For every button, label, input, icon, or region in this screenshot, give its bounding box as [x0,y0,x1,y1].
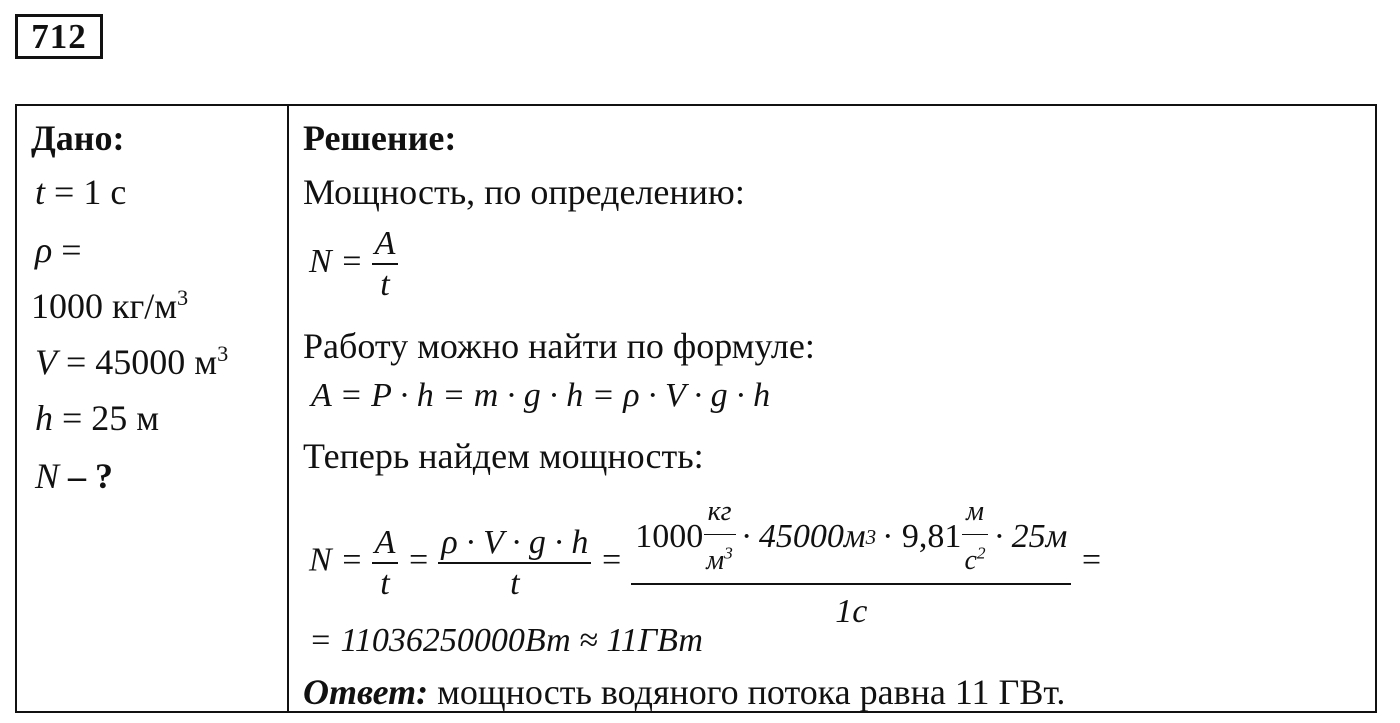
c-s2: с [964,545,977,577]
c-m3-exp: 3 [724,543,733,563]
c-kg: кг [704,496,736,535]
value-h: = 25 м [53,398,160,438]
given-t [35,174,126,210]
answer-label: Ответ: [303,672,429,712]
given-N [35,458,113,494]
solution-column [289,106,1375,711]
f3-fraction-c [631,496,1071,629]
symbol-h: h [35,398,53,438]
symbol-N: N [35,456,60,496]
f3-eq1: = [406,541,430,579]
value-t: = 1 с [45,172,127,212]
c-m: м [962,496,988,535]
N-question: ? [95,456,114,496]
formula-result: = 11036250000Вт ≈ 11ГВт [309,622,703,659]
solution-line-2: Работу можно найти по формуле: [303,326,815,366]
f3-a-num: A [372,523,399,564]
given-column [17,106,289,711]
c-m3-den [703,535,736,577]
value-V: = 45000 м [57,342,218,382]
symbol-t: t [35,172,46,212]
f1-num: A [372,224,399,265]
given-h [35,400,159,436]
value-rho-eq: = [52,230,82,270]
solution-table [15,104,1377,713]
given-title: Дано: [31,118,125,158]
f3-lhs: N = [309,541,364,579]
f3-c-numerator: 1000 $\frac{кг}{м^3}$ · 45000м 3 · 9,81 $\frac{м}{с^2}$ · 25м [631,496,1071,585]
f3-a-den: t [380,564,390,602]
formula-power-definition [309,224,398,304]
f3-c-den: 1с [835,593,868,631]
f3-fraction-b [438,523,591,603]
formula-power-calc [309,496,1103,629]
c-mid: · 45000м [741,517,866,555]
f1-lhs: N = [309,242,364,280]
f3-fraction-a [372,523,399,603]
rho-value: 1000 кг/м [31,286,178,326]
symbol-rho: ρ [35,230,53,270]
solution-title: Решение: [303,118,457,158]
f3-eq3: = [1079,541,1103,579]
f1-fraction [372,224,399,304]
symbol-V: V [35,342,57,382]
c-m-per-s2 [961,496,988,577]
solution-line-3: Теперь найдем мощность: [303,436,704,476]
given-rho [35,232,82,268]
V-exp: 3 [217,341,229,366]
f1-den: t [380,266,390,304]
given-rho-value [31,285,189,326]
given-V [35,341,229,382]
c-mid2: · 9,81 [882,517,962,555]
answer-line [303,674,1065,710]
N-dash: – [59,456,96,496]
rho-exp: 3 [177,285,189,310]
c-s2-exp: 2 [976,543,986,563]
f3-b-den: t [510,564,520,602]
solution-line-1: Мощность, по определению: [303,172,745,212]
c-m3: м [706,545,725,577]
c-end: · 25м [994,517,1068,555]
c-s2-den [961,535,988,577]
problem-number: 712 [15,14,103,59]
c-1000: 1000 [635,517,704,555]
formula-work: A = P · h = m · g · h = ρ · V · g · h [311,377,771,414]
f3-b-num: ρ · V · g · h [438,523,591,564]
f3-eq2: = [599,541,623,579]
c-kg-per-m3 [703,496,736,577]
answer-text: мощность водяного потока равна 11 ГВт. [428,672,1066,712]
